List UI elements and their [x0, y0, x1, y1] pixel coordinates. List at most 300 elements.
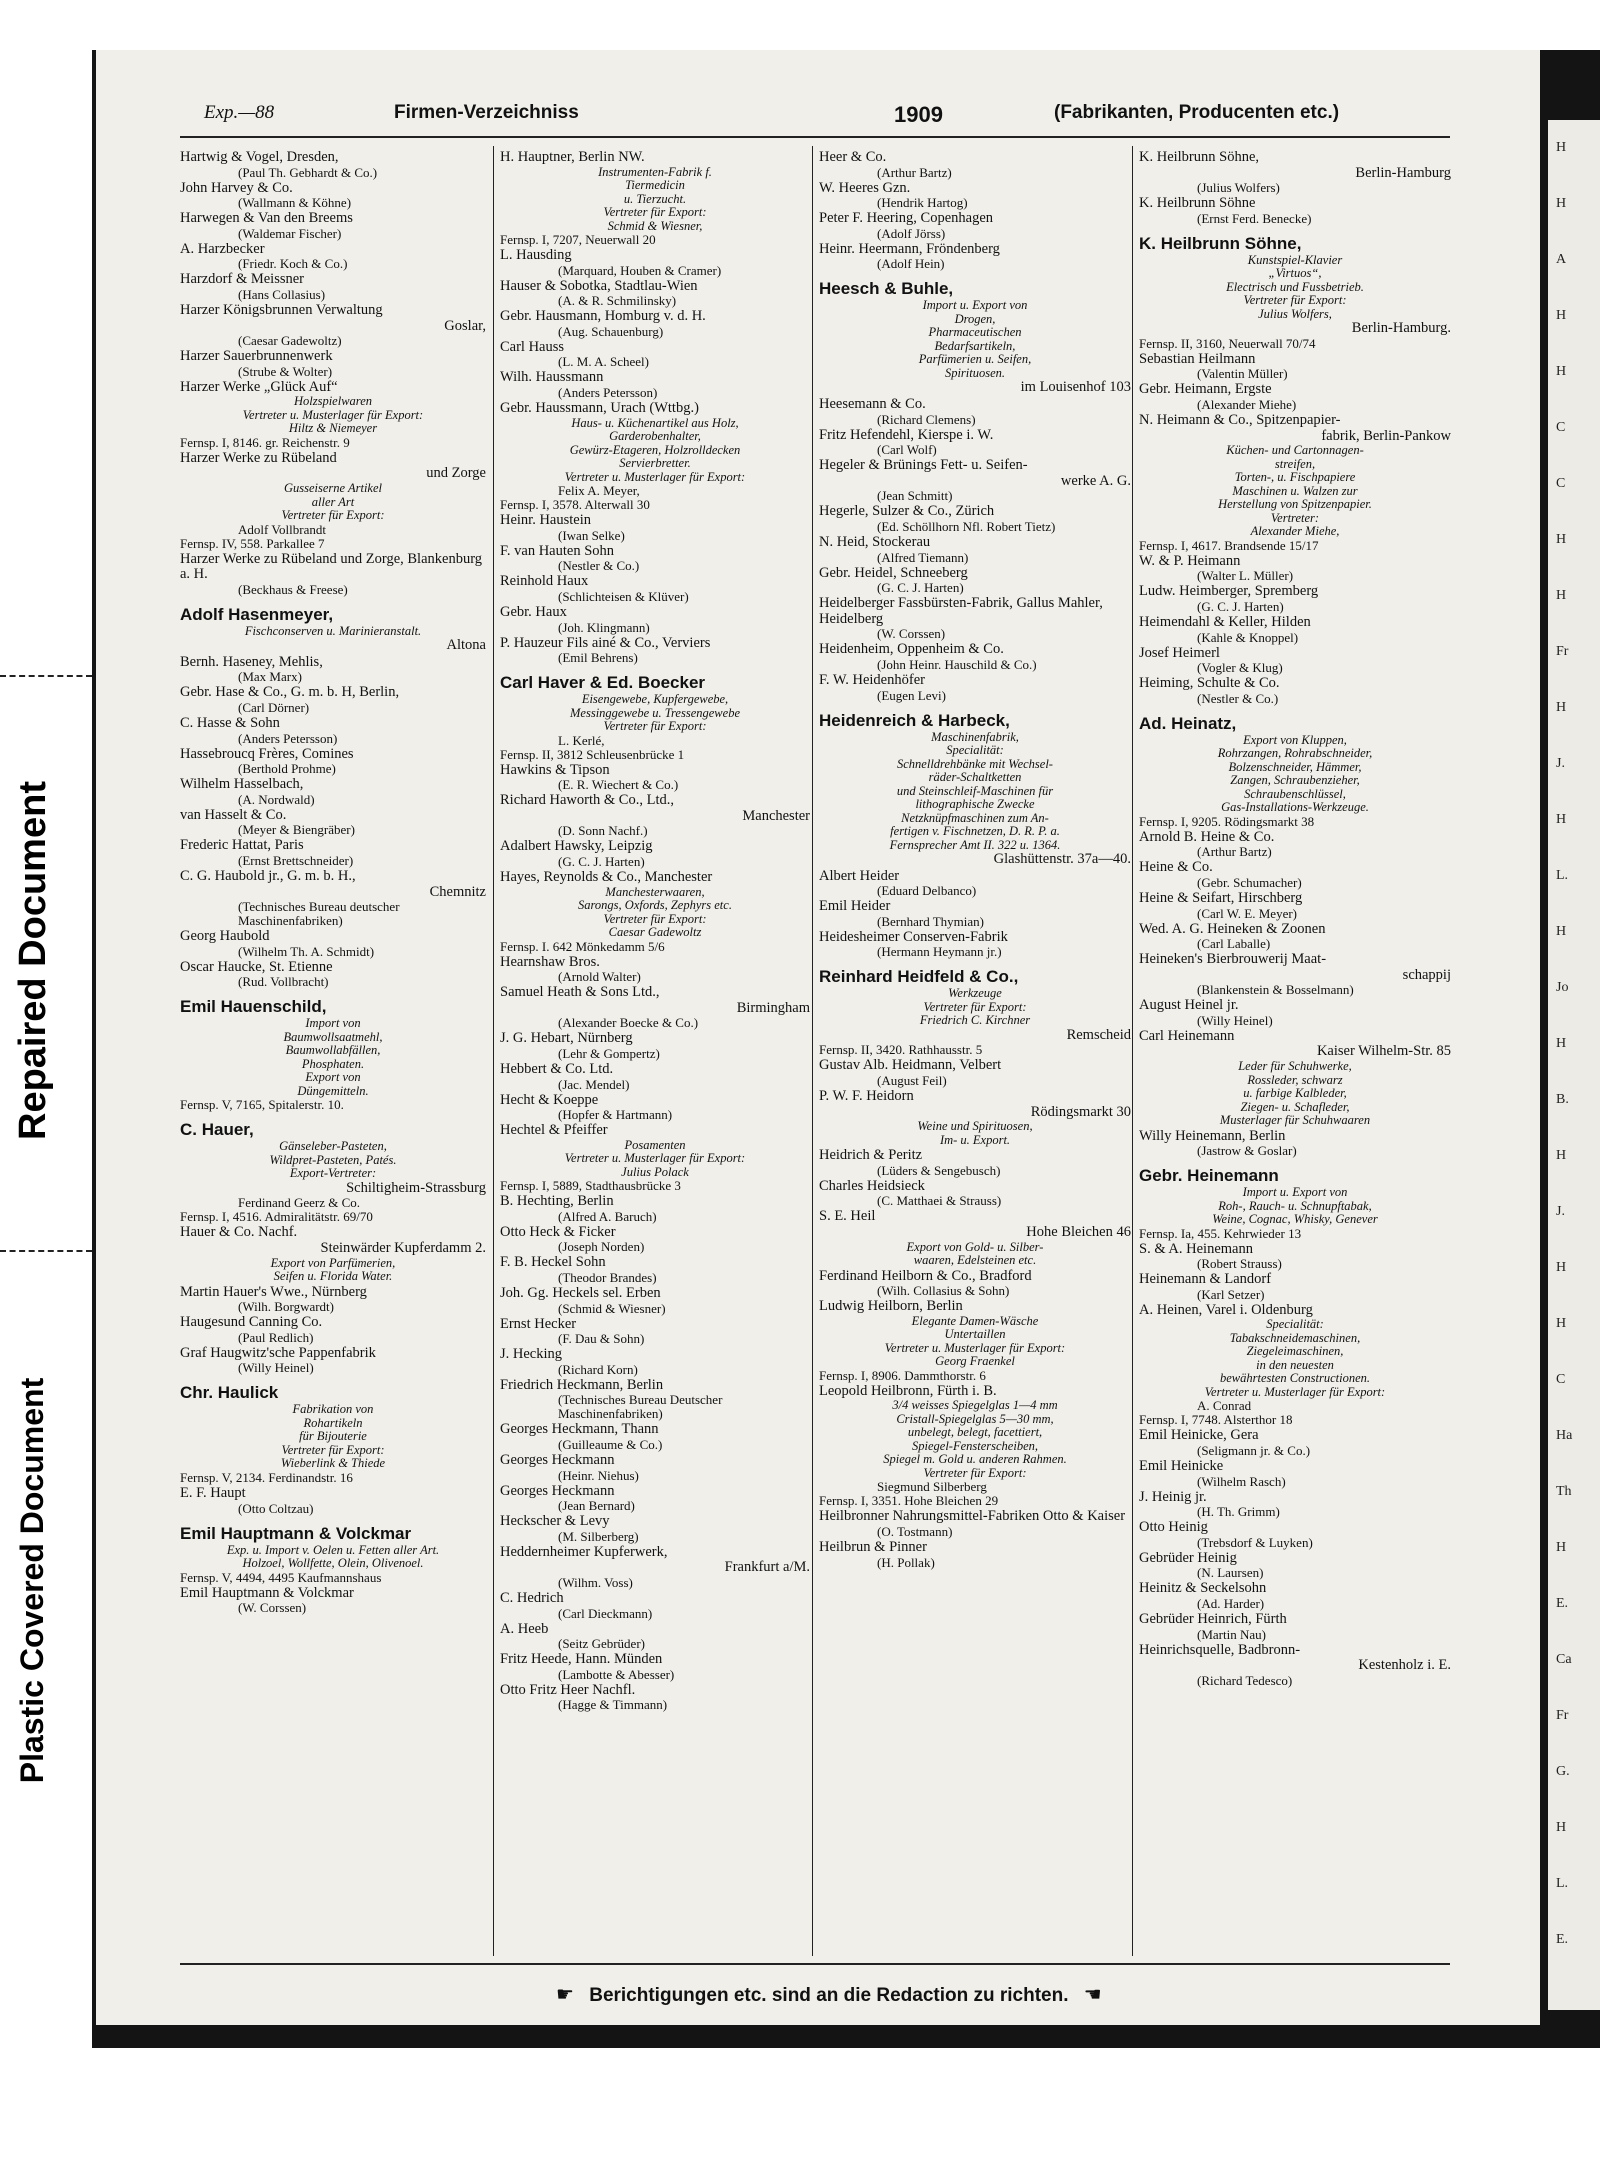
firm-description: Düngemitteln. — [297, 1083, 369, 1098]
directory-entry — [500, 1123, 810, 1193]
firm-description: Vertreter u. Musterlager für Export: — [884, 1340, 1066, 1355]
firm-description: Spirituosen. — [944, 365, 1006, 380]
firm-name: Heidrich & Peritz — [819, 1147, 923, 1164]
firm-name: Frederic Hattat, Paris — [180, 837, 304, 854]
directory-entry — [1139, 830, 1451, 860]
firm-name: Oscar Haucke, St. Etienne — [180, 958, 333, 975]
firm-name: Carl Hauss — [500, 338, 565, 355]
firm-description: Parfümerien u. Seifen, — [918, 352, 1032, 367]
firm-representative: (Schlichteisen & Klüver) — [558, 588, 689, 604]
firm-representative: (Valentin Müller) — [1197, 366, 1288, 382]
directory-entry — [500, 1591, 810, 1621]
firm-name: Georg Haubold — [180, 928, 270, 945]
firm-representative: (Alexander Miehe) — [1197, 397, 1297, 413]
firm-name: Adalbert Hawsky, Leipzig — [500, 838, 653, 855]
directory-entry — [180, 685, 486, 715]
directory-entry — [500, 605, 810, 635]
directory-entry — [180, 960, 486, 990]
page-year: 1909 — [894, 102, 943, 127]
firm-representative: (Nestler & Co.) — [558, 558, 640, 574]
directory-entry — [500, 401, 810, 512]
firm-name: Gebrüder Heinig — [1139, 1549, 1237, 1566]
directory-entry — [180, 1285, 486, 1315]
firm-name: Harzer Werke zu Rübeland — [180, 449, 337, 466]
firm-representative: (F. Dau & Sohn) — [558, 1331, 645, 1347]
firm-name: S. E. Heil — [819, 1208, 876, 1225]
directory-entry — [1139, 1029, 1451, 1128]
directory-entry — [180, 380, 486, 450]
firm-representative: (Jean Bernard) — [558, 1498, 635, 1514]
directory-entry — [180, 150, 486, 180]
firm-description: Export-Vertreter: — [289, 1166, 377, 1181]
firm-name: Otto Fritz Heer Nachfl. — [500, 1681, 636, 1698]
directory-entry — [500, 1194, 810, 1224]
firm-description: Vertreter für Export: — [603, 205, 707, 220]
directory-entry — [1139, 1643, 1451, 1688]
firm-representative: (Wilh. Collasius & Sohn) — [877, 1283, 1010, 1299]
firm-description: Specialität: — [1266, 1317, 1324, 1332]
firm-representative: Siegmund Silberberg — [877, 1479, 987, 1495]
firm-name: Friedrich Heckmann, Berlin — [500, 1376, 664, 1393]
directory-entry — [500, 673, 810, 762]
directory-entry — [180, 808, 486, 838]
firm-representative: (Bernhard Thymian) — [877, 913, 984, 929]
firm-telephone-address: Fernsp. I, 7207, Neuerwall 20 — [500, 232, 656, 248]
firm-representative: (Ed. Schöllhorn Nfl. Robert Tietz) — [877, 518, 1056, 534]
firm-representative: (Eugen Levi) — [877, 687, 946, 703]
firm-name: J. G. Hebart, Nürnberg — [500, 1030, 633, 1047]
directory-entry — [180, 272, 486, 302]
repaired-document-text: Repaired Document — [11, 780, 54, 1140]
firm-name: Graf Haugwitz'sche Pappenfabrik — [180, 1344, 376, 1361]
firm-description: Baumwollabfällen, — [285, 1043, 381, 1058]
directory-entry — [180, 716, 486, 746]
adjacent-page-fragment: C — [1556, 1372, 1566, 1387]
firm-name: Heer & Co. — [819, 150, 887, 165]
directory-entry — [500, 839, 810, 869]
firm-name: Otto Heck & Ficker — [500, 1223, 616, 1240]
firm-description: Vertreter u. Musterlager für Export: — [242, 407, 424, 422]
adjacent-page-fragment: H — [1556, 196, 1567, 211]
firm-name: J. Heinig jr. — [1139, 1488, 1207, 1505]
firm-description: Vertreter: — [1270, 510, 1320, 525]
directory-entry — [1139, 1428, 1451, 1458]
firm-description: Cristall-Spiegelglas 5—30 mm, — [896, 1411, 1054, 1426]
firm-name-bold: K. Heilbrunn Söhne, — [1139, 233, 1302, 253]
directory-entry — [500, 513, 810, 543]
firm-name-bold: Ad. Heinatz, — [1139, 713, 1237, 733]
firm-representative: (H. Pollak) — [877, 1554, 935, 1570]
firm-description: Rossleder, schwarz — [1247, 1072, 1343, 1087]
firm-name: August Heinel jr. — [1139, 997, 1239, 1014]
directory-entry — [500, 1031, 810, 1061]
firm-name: B. Hechting, Berlin — [500, 1193, 614, 1210]
directory-entry — [180, 552, 486, 597]
firm-name: Ferdinand Heilborn & Co., Bradford — [819, 1267, 1032, 1284]
firm-representative: (Otto Coltzau) — [238, 1500, 314, 1516]
firm-representative: (H. Th. Grimm) — [1197, 1504, 1280, 1520]
firm-representative: (Lüders & Sengebusch) — [877, 1162, 1001, 1178]
directory-column-2 — [500, 150, 810, 1960]
directory-entry — [180, 655, 486, 685]
firm-representative: (Waldemar Fischer) — [238, 225, 342, 241]
firm-location: Schiltigheim-Strassburg — [346, 1179, 486, 1196]
firm-telephone-address: Fernsp. II, 3812 Schleusenbrücke 1 — [500, 746, 685, 762]
firm-name: L. Hausding — [500, 247, 572, 264]
directory-entry — [819, 869, 1131, 899]
firm-description: Fernsprecher Amt II. 322 u. 1364. — [889, 837, 1061, 852]
page-number: Exp.—88 — [204, 102, 275, 123]
firm-name: Fritz Heede, Hann. Münden — [500, 1651, 663, 1668]
adjacent-page-fragment: H — [1556, 924, 1567, 939]
firm-representative: A. Conrad — [1197, 1398, 1252, 1414]
adjacent-page-fragment: H — [1556, 364, 1567, 379]
firm-representative: (O. Tostmann) — [877, 1524, 953, 1539]
firm-representative: (Marquard, Houben & Cramer) — [558, 262, 722, 278]
directory-entry — [500, 574, 810, 604]
firm-name-bold: Chr. Haulick — [180, 1383, 279, 1403]
firm-name: H. Hauptner, Berlin NW. — [500, 150, 645, 165]
firm-name: Hegeler & Brünings Fett- u. Seifen- — [819, 457, 1028, 474]
firm-location: Kaiser Wilhelm-Str. 85 — [1316, 1043, 1451, 1060]
directory-entry — [1139, 234, 1451, 351]
firm-description: Gewürz-Etageren, Holzrolldecken — [569, 442, 741, 457]
firm-name: C. Hasse & Sohn — [180, 715, 280, 731]
directory-entry — [819, 181, 1131, 211]
firm-representative: (Alfred A. Baruch) — [558, 1208, 657, 1224]
directory-entry — [500, 309, 810, 339]
directory-entry — [1139, 150, 1451, 195]
directory-entry — [180, 1120, 486, 1224]
firm-location: werke A. G. — [1060, 472, 1131, 489]
directory-entry — [180, 997, 486, 1112]
firm-representative: (G. C. J. Harten) — [558, 854, 645, 869]
firm-representative: (Seitz Gebrüder) — [558, 1636, 645, 1652]
firm-description: Kunstspiel-Klavier — [1247, 252, 1343, 267]
firm-location: Glashüttenstr. 37a—40. — [993, 851, 1131, 867]
firm-representative: (Carl W. E. Meyer) — [1197, 905, 1298, 921]
adjacent-page-fragment: H — [1556, 700, 1567, 715]
firm-name: N. Heimann & Co., Spitzenpapier- — [1139, 412, 1341, 429]
firm-representative: (D. Sonn Nachf.) — [558, 823, 648, 839]
firm-name: Georges Heckmann, Thann — [500, 1421, 659, 1438]
firm-name: Otto Heinig — [1139, 1519, 1208, 1536]
firm-name-bold: C. Hauer, — [180, 1120, 254, 1140]
firm-telephone-address: Fernsp. I, 3578. Alterwall 30 — [500, 497, 650, 513]
column-rule-3 — [1132, 146, 1133, 1956]
firm-name: A. Heeb — [500, 1620, 549, 1637]
firm-representative: (Technisches Bureau Deutscher Maschinenfabriken) — [558, 1392, 723, 1422]
firm-description: Vertreter für Export: — [923, 1465, 1027, 1480]
directory-entry — [180, 303, 486, 348]
firm-name: Emil Heider — [819, 898, 891, 915]
firm-representative: (Anders Petersson) — [558, 385, 658, 401]
directory-entry — [1139, 922, 1451, 952]
directory-entry — [500, 279, 810, 309]
firm-telephone-address: Fernsp. I, 4617. Brandsende 15/17 — [1139, 537, 1319, 553]
column-rule-2 — [812, 146, 813, 1956]
firm-description: Import u. Export von — [922, 298, 1028, 313]
directory-entry — [500, 1652, 810, 1682]
firm-name-bold: Carl Haver & Ed. Boecker — [500, 673, 706, 693]
firm-representative: (Jastrow & Goslar) — [1197, 1143, 1297, 1159]
firm-name: Gebr. Hase & Co., G. m. b. H, Berlin, — [180, 684, 400, 701]
directory-entry — [180, 242, 486, 272]
firm-description: Schnelldrehbänke mit Wechsel- — [897, 756, 1053, 771]
footer-notice: Berichtigungen etc. sind an die Redaction zu richten. — [589, 1985, 1069, 2006]
firm-description: u. farbige Kalbleder, — [1243, 1086, 1347, 1101]
firm-location: und Zorge — [426, 465, 486, 482]
plastic-covered-label — [0, 1300, 66, 1860]
firm-name: Harzer Sauerbrunnenwerk — [180, 348, 333, 365]
directory-entry — [1139, 352, 1451, 382]
firm-location: schappij — [1402, 966, 1451, 983]
firm-representative: (Technisches Bureau deutscher Maschinenfabriken) — [238, 899, 400, 929]
firm-representative: (Ad. Harder) — [1197, 1596, 1265, 1611]
adjacent-page-fragment: H — [1556, 1036, 1567, 1051]
firm-description: Exp. u. Import v. Oelen u. Fetten aller Art. — [226, 1542, 440, 1557]
firm-telephone-address: Fernsp. I, 3351. Hohe Bleichen 29 — [819, 1493, 999, 1509]
firm-description: Bedarfsartikeln, — [934, 338, 1016, 353]
firm-description: Torten-, u. Fischpapiere — [1234, 470, 1356, 485]
adjacent-page-fragment: H — [1556, 1820, 1567, 1835]
directory-entry — [500, 870, 810, 954]
firm-description: Spiegel-Fensterscheiben, — [912, 1438, 1038, 1453]
firm-description: Wildpret-Pasteten, Patés. — [269, 1152, 397, 1167]
firm-description: Messinggewebe u. Tressengewebe — [570, 705, 740, 720]
firm-representative: (Paul Redlich) — [238, 1329, 314, 1345]
firm-name: Josef Heimerl — [1139, 644, 1220, 661]
firm-description: Export von Kluppen, — [1243, 732, 1347, 747]
directory-entry — [500, 544, 810, 574]
firm-representative: (Carl Laballe) — [1197, 936, 1271, 952]
firm-representative: (Seligmann jr. & Co.) — [1197, 1443, 1311, 1459]
firm-representative: (Rud. Vollbracht) — [238, 974, 329, 990]
firm-description: Vertreter u. Musterlager für Export: — [564, 469, 746, 484]
firm-representative: (Joh. Klingmann) — [558, 619, 650, 635]
adjacent-page-fragment: A — [1556, 252, 1567, 267]
divider-dash-top — [0, 675, 92, 677]
firm-telephone-address: Fernsp. I, 8146. gr. Reichenstr. 9 — [180, 434, 350, 450]
firm-name-bold: Gebr. Heinemann — [1139, 1166, 1279, 1186]
header-rule — [180, 136, 1450, 138]
directory-entry — [180, 747, 486, 777]
firm-location: Birmingham — [736, 999, 810, 1016]
firm-description: Caesar Gadewoltz — [608, 925, 702, 940]
firm-description: Vertreter für Export: — [923, 999, 1027, 1014]
firm-name: Harzer Königsbrunnen Verwaltung — [180, 301, 383, 318]
firm-description: Export von — [305, 1070, 361, 1085]
firm-description: waaren, Edelsteinen etc. — [913, 1253, 1037, 1268]
directory-column-1 — [180, 150, 486, 1960]
directory-entry — [819, 1540, 1131, 1570]
directory-entry — [819, 1299, 1131, 1383]
adjacent-page-fragment: H — [1556, 1148, 1567, 1163]
directory-entry — [819, 596, 1131, 641]
directory-entry — [500, 150, 810, 247]
directory-entry — [180, 349, 486, 379]
firm-representative: (C. Matthaei & Strauss) — [877, 1193, 1002, 1209]
directory-entry — [180, 605, 486, 654]
firm-description: Musterlager für Schuhwaaren — [1219, 1113, 1371, 1128]
firm-location: Goslar, — [444, 317, 486, 334]
firm-representative: (Ernst Brettschneider) — [238, 852, 354, 868]
firm-name: P. Hauzeur Fils ainé & Co., Verviers — [500, 634, 711, 651]
firm-name: C. G. Haubold jr., G. m. b. H., — [180, 867, 356, 884]
firm-name: W. Heeres Gzn. — [819, 179, 911, 196]
directory-entry — [819, 1148, 1131, 1178]
directory-entry — [180, 1346, 486, 1376]
firm-description: lithographische Zwecke — [915, 797, 1035, 811]
page-header — [204, 102, 1404, 130]
firm-representative: (Friedr. Koch & Co.) — [238, 256, 348, 272]
firm-telephone-address: Fernsp. I. 642 Mönkedamm 5/6 — [500, 938, 665, 954]
firm-telephone-address: Fernsp. I, 5889, Stadthausbrücke 3 — [500, 1178, 681, 1194]
firm-name: A. Heinen, Varel i. Oldenburg — [1139, 1301, 1313, 1318]
directory-entry — [819, 458, 1131, 503]
firm-telephone-address: Fernsp. V, 2134. Ferdinandstr. 16 — [180, 1469, 353, 1485]
firm-representative: (Anders Petersson) — [238, 730, 338, 746]
firm-representative: (Lehr & Gompertz) — [558, 1045, 660, 1061]
firm-representative: (Carl Wolf) — [877, 442, 937, 458]
firm-name: Heckscher & Levy — [500, 1513, 610, 1530]
directory-column-4 — [1139, 150, 1451, 1960]
firm-telephone-address: Fernsp. I, 8906. Dammthorstr. 6 — [819, 1367, 986, 1383]
firm-name: Gebr. Heimann, Ergste — [1139, 381, 1272, 398]
directory-entry — [819, 1058, 1131, 1088]
firm-representative: Felix A. Meyer, — [558, 483, 640, 499]
firm-name: Hecht & Koeppe — [500, 1091, 599, 1108]
firm-location: Remscheid — [1066, 1026, 1131, 1043]
firm-name: Heidesheimer Conserven-Fabrik — [819, 928, 1008, 945]
firm-representative: (Iwan Selke) — [558, 527, 625, 543]
firm-telephone-address: Fernsp. II, 3420. Rathhausstr. 5 — [819, 1042, 983, 1058]
directory-entry — [500, 1225, 810, 1255]
firm-representative: (Richard Clemens) — [877, 411, 976, 427]
directory-entry — [500, 636, 810, 666]
directory-entry — [1139, 615, 1451, 645]
firm-description: Specialität: — [946, 743, 1004, 757]
adjacent-page-fragment: H — [1556, 812, 1567, 827]
adjacent-page-fragment: C — [1556, 420, 1566, 435]
firm-description: Sarongs, Oxfords, Zephyrs etc. — [578, 898, 732, 913]
firm-name: Willy Heinemann, Berlin — [1139, 1127, 1286, 1144]
firm-description: räder-Schaltketten — [928, 770, 1022, 784]
firm-description: Maschinen u. Walzen zur — [1232, 483, 1358, 498]
directory-entry — [1139, 1581, 1451, 1611]
directory-entry — [819, 899, 1131, 929]
firm-description: fertigen v. Fischnetzen, D. R. P. a. — [890, 824, 1060, 838]
firm-name-bold: Heidenreich & Harbeck, — [819, 710, 1010, 730]
firm-representative: (Arthur Bartz) — [877, 164, 952, 180]
firm-representative: (Carl Dörner) — [238, 700, 310, 715]
directory-entry — [500, 793, 810, 838]
directory-entry — [180, 211, 486, 241]
directory-entry — [500, 985, 810, 1030]
firm-name: Heinr. Heermann, Fröndenberg — [819, 240, 1000, 257]
firm-description: Untertaillen — [944, 1327, 1006, 1342]
directory-entry — [819, 1509, 1131, 1539]
firm-description: bewährtesten Constructionen. — [1220, 1371, 1370, 1386]
firm-representative: (Adolf Hein) — [877, 256, 945, 272]
firm-representative: (Walter L. Müller) — [1197, 568, 1294, 584]
directory-entry — [1139, 1303, 1451, 1428]
directory-entry — [500, 1347, 810, 1377]
directory-entry — [819, 1269, 1131, 1299]
directory-entry — [500, 1622, 810, 1652]
firm-name: K. Heilbrunn Söhne — [1139, 195, 1256, 212]
firm-name: Heiming, Schulte & Co. — [1139, 675, 1280, 692]
directory-entry — [500, 1093, 810, 1123]
directory-entry — [500, 1683, 810, 1713]
firm-representative: (Willy Heinel) — [238, 1360, 314, 1376]
firm-description: Ziegen- u. Schafleder, — [1240, 1099, 1350, 1114]
firm-name: Hayes, Reynolds & Co., Manchester — [500, 869, 713, 885]
directory-entry — [819, 242, 1131, 272]
directory-entry — [180, 869, 486, 928]
firm-name: Leopold Heilbronn, Fürth i. B. — [819, 1382, 997, 1399]
firm-description: Garderobenhalter, — [609, 429, 701, 444]
firm-description: Gänseleber-Pasteten, — [279, 1139, 387, 1154]
directory-entry — [819, 1209, 1131, 1267]
directory-entry — [500, 763, 810, 793]
firm-description: Vertreter für Export: — [281, 508, 385, 523]
firm-name: Ernst Hecker — [500, 1315, 577, 1332]
firm-description: Gas-Installations-Werkzeuge. — [1221, 800, 1369, 815]
firm-name: Richard Haworth & Co., Ltd., — [500, 792, 674, 809]
firm-description: Rohrzangen, Rohrabschneider, — [1217, 746, 1373, 761]
directory-entry — [1139, 998, 1451, 1028]
directory-entry — [180, 1524, 486, 1585]
firm-description: Elegante Damen-Wäsche — [911, 1313, 1039, 1328]
firm-description: Hiltz & Niemeyer — [288, 421, 378, 436]
adjacent-page-fragment: Fr — [1556, 1708, 1569, 1723]
adjacent-page-fragment: E. — [1556, 1596, 1569, 1611]
firm-name: Hegerle, Sulzer & Co., Zürich — [819, 503, 995, 520]
firm-description: Haus- u. Küchenartikel aus Holz, — [571, 415, 739, 430]
directory-entry — [1139, 1612, 1451, 1642]
firm-name: Harzdorf & Meissner — [180, 271, 305, 288]
firm-representative: (Wallmann & Köhne) — [238, 195, 352, 211]
firm-name: Harzer Werke zu Rübeland und Zorge, Blankenburg a. H. — [180, 550, 483, 583]
firm-name: Gustav Alb. Heidmann, Velbert — [819, 1057, 1002, 1074]
firm-name: Charles Heidsieck — [819, 1177, 925, 1194]
firm-name: Heinr. Haustein — [500, 512, 592, 529]
adjacent-page-fragment: J. — [1556, 1204, 1565, 1219]
firm-name-bold: Reinhard Heidfeld & Co., — [819, 967, 1019, 987]
directory-entry — [819, 673, 1131, 703]
directory-entry — [500, 1062, 810, 1092]
directory-entry — [819, 150, 1131, 180]
firm-telephone-address: Fernsp. I, 7748. Alsterthor 18 — [1139, 1412, 1293, 1428]
adjacent-page-fragment: L. — [1556, 868, 1569, 883]
firm-name: F. W. Heidenhöfer — [819, 671, 925, 688]
firm-location: Rödingsmarkt 30 — [1030, 1103, 1131, 1120]
directory-entry — [1139, 714, 1451, 829]
directory-entry — [500, 1545, 810, 1590]
firm-representative: (A. & R. Schmilinsky) — [558, 293, 677, 309]
firm-representative: (Hendrik Hartog) — [877, 195, 968, 211]
directory-entry — [1139, 646, 1451, 676]
firm-name: Bernh. Haseney, Mehlis, — [180, 653, 323, 670]
adjacent-page-fragment: Th — [1556, 1484, 1572, 1499]
firm-name: Emil Heinicke — [1139, 1458, 1224, 1475]
firm-name: Heidelberger Fassbürsten-Fabrik, Gallus Mahler, Heidelberg — [819, 595, 1103, 627]
directory-entry — [819, 711, 1131, 868]
firm-name: Emil Heinicke, Gera — [1139, 1427, 1259, 1444]
firm-representative: (Arthur Bartz) — [1197, 844, 1272, 860]
firm-representative: (Martin Nau) — [1197, 1626, 1266, 1642]
